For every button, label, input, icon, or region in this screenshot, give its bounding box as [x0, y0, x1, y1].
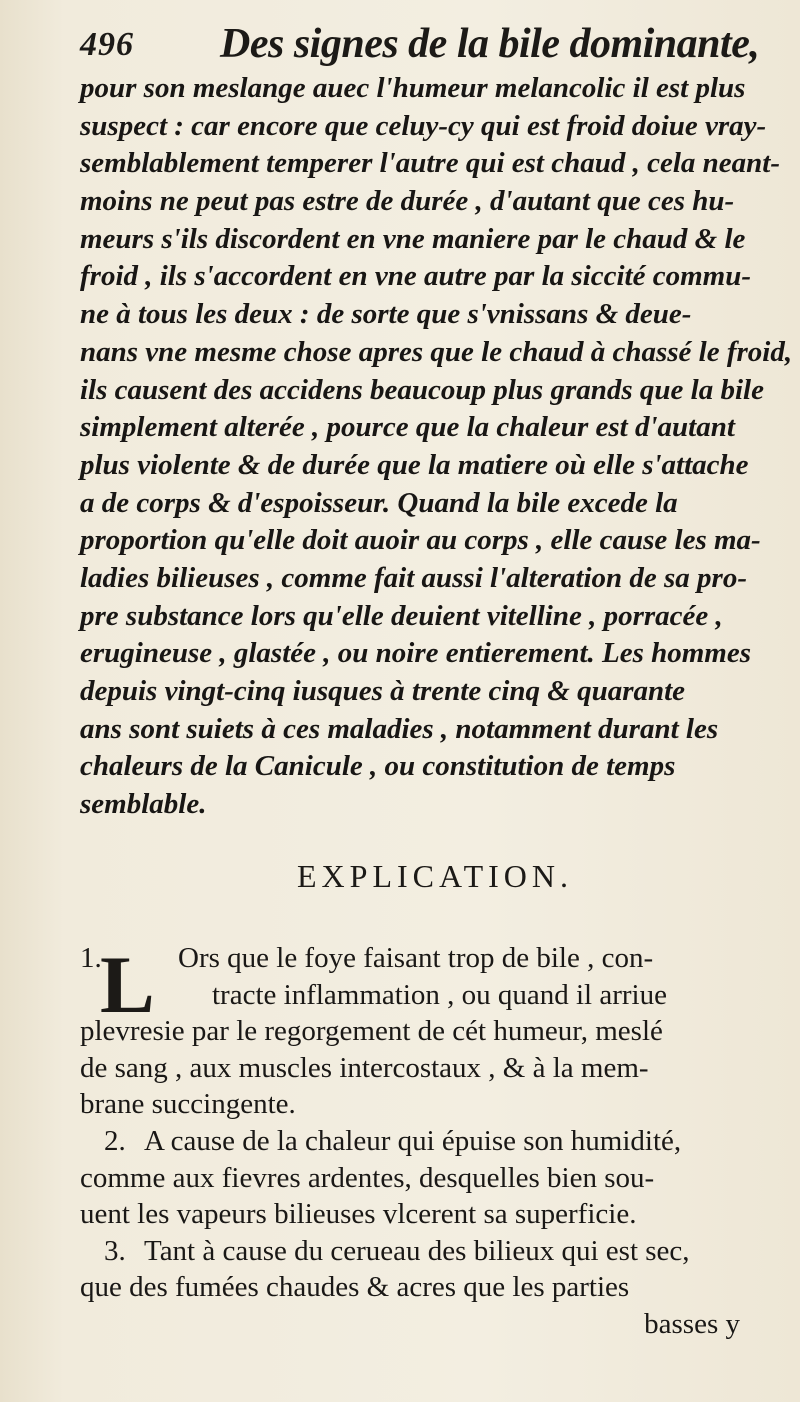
text-line: pre substance lors qu'elle deuient vitelline , porracée ,: [80, 599, 723, 632]
text-line: brane succingente.: [80, 1088, 296, 1121]
text-line: erugineuse , glastée , ou noire entierement. Les hommes: [80, 637, 752, 670]
explication-item-3: [80, 1233, 800, 1270]
text-line: ils causent des accidens beaucoup plus grands que la bile: [80, 373, 764, 406]
text-line: froid , ils s'accordent en vne autre par la siccité commu-: [80, 260, 751, 293]
item-number: 3.: [104, 1234, 126, 1267]
text-line: nans vne mesme chose apres que le chaud à chassé le froid,: [80, 335, 793, 368]
page-number: 496: [80, 26, 134, 63]
text-line: pour son meslange auec l'humeur melancolic il est plus: [80, 72, 746, 104]
text-line: semblablement temperer l'autre qui est chaud , cela neant-: [80, 147, 780, 180]
text-line: plevresie par le regorgement de cét humeur, meslé: [80, 1015, 663, 1048]
running-head: Des signes de la bile dominante,: [220, 21, 760, 67]
section-title: EXPLICATION.: [297, 858, 573, 894]
text-line: meurs s'ils discordent en vne maniere par le chaud & le: [80, 222, 746, 255]
text-line: semblable.: [80, 788, 207, 821]
catchword: basses y: [644, 1307, 740, 1340]
drop-cap: L: [100, 939, 155, 1030]
text-line: chaleurs de la Canicule , ou constitution de temps: [80, 750, 676, 783]
text-line: a de corps & d'espoisseur. Quand la bile excede la: [80, 486, 678, 519]
text-line: tracte inflammation , ou quand il arriue: [212, 978, 667, 1011]
text-line: moins ne peut pas estre de durée , d'autant que ces hu-: [80, 185, 735, 218]
text-line: Ors que le foye faisant trop de bile , con-: [178, 942, 654, 974]
text-line: plus violente & de durée que la matiere où elle s'attache: [80, 448, 749, 481]
text-line: que des fumées chaudes & acres que les parties: [80, 1271, 630, 1304]
text-line: depuis vingt-cinq iusques à trente cinq & quarante: [80, 675, 686, 707]
text-line: comme aux fievres ardentes, desquelles bien sou-: [80, 1161, 655, 1194]
text-line: simplement alterée , pource que la chaleur est d'autant: [80, 411, 735, 444]
text-line: proportion qu'elle doit auoir au corps , elle cause les ma-: [80, 524, 761, 557]
item-number: 1.: [80, 942, 102, 974]
explication-item-2: [80, 1123, 800, 1160]
explication-text: [80, 940, 800, 1343]
text-line: A cause de la chaleur qui épuise son humidité,: [144, 1124, 682, 1157]
text-line: suspect : car encore que celuy-cy qui est froid doiue vray-: [80, 109, 767, 142]
text-line: ladies bilieuses , comme fait aussi l'alteration de sa pro-: [80, 561, 747, 594]
text-line: Tant à cause du cerueau des bilieux qui est sec,: [144, 1234, 690, 1267]
text-line: ne à tous les deux : de sorte que s'vnissans & deue-: [80, 298, 692, 331]
text-line: uent les vapeurs bilieuses vlcerent sa superficie.: [80, 1198, 637, 1231]
italic-paragraph: [80, 70, 793, 824]
text-line: de sang , aux muscles intercostaux , & à la mem-: [80, 1051, 649, 1084]
explication-item-1: [80, 940, 800, 977]
item-number: 2.: [104, 1124, 126, 1157]
page-header: [80, 18, 800, 70]
text-line: ans sont suiets à ces maladies , notamment durant les: [80, 712, 719, 745]
